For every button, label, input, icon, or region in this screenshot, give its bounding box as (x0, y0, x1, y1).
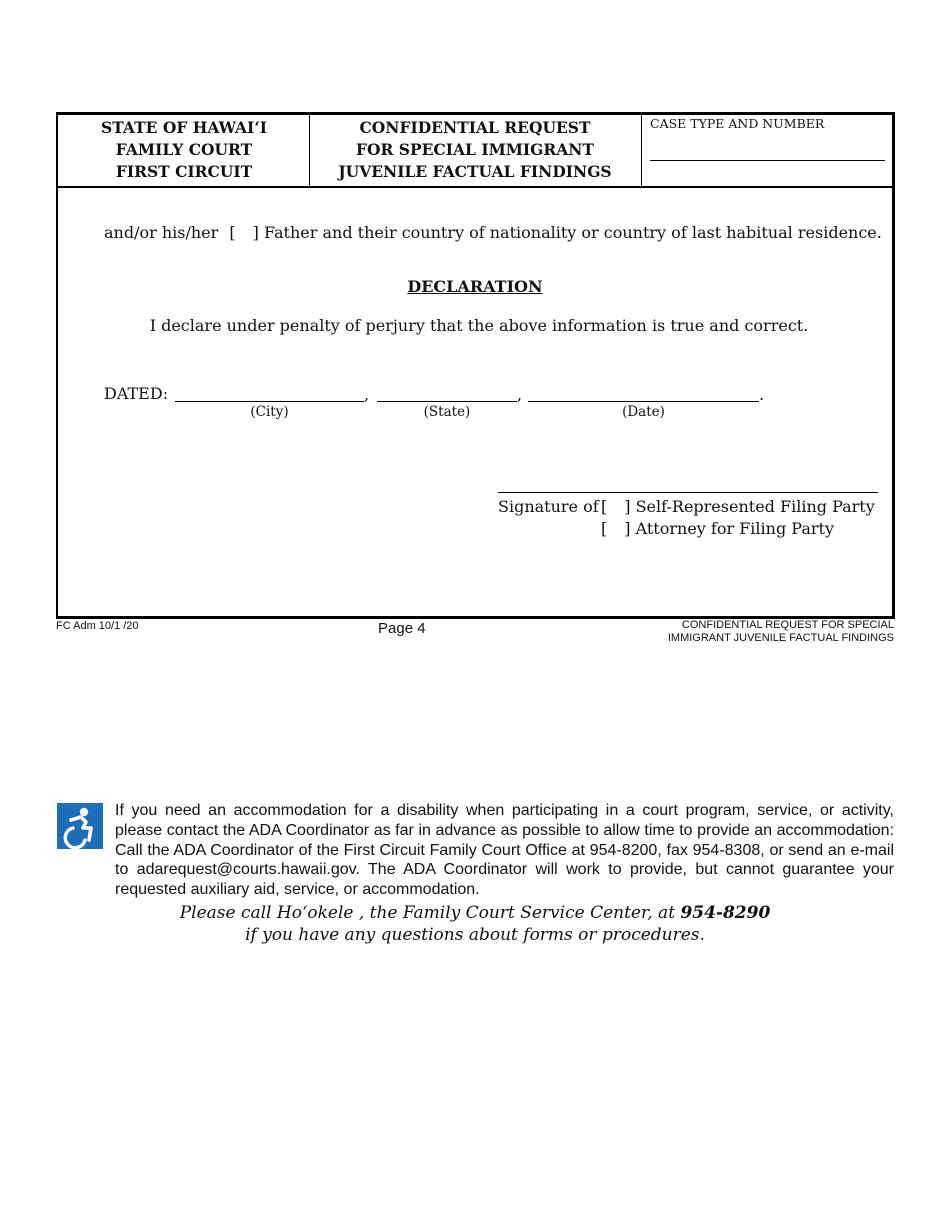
form-title-line: FOR SPECIAL IMMIGRANT (355, 140, 595, 159)
form-title-line: CONFIDENTIAL REQUEST (359, 118, 591, 137)
dated-period: . (759, 385, 765, 404)
form-id: FC Adm 10/1 /20 (56, 620, 139, 632)
service-center-line (0, 903, 950, 923)
accessibility-icon (57, 803, 103, 849)
state-field[interactable] (377, 401, 517, 402)
attorney-label: Attorney for Filing Party (635, 519, 834, 538)
footer-title-line: CONFIDENTIAL REQUEST FOR SPECIAL (681, 619, 894, 631)
form-title-line: JUVENILE FACTUAL FINDINGS (338, 162, 612, 181)
father-checkbox[interactable]: [ ] (229, 223, 259, 242)
attorney-checkbox[interactable]: [ ] (601, 519, 631, 538)
header-divider (641, 112, 642, 188)
service-center-phone: 954-8290 (680, 903, 771, 923)
dated-label: DATED: (104, 384, 169, 403)
service-center-text: Please call Ho‘okele , the Family Court Service Center, at (179, 903, 681, 923)
dated-comma: , (364, 385, 370, 404)
date-field[interactable] (528, 401, 759, 402)
page-number: Page 4 (378, 620, 426, 637)
court-circuit: FIRST CIRCUIT (115, 162, 253, 181)
footer-title-line: IMMIGRANT JUVENILE FACTUAL FINDINGS (667, 632, 894, 644)
city-field[interactable] (175, 401, 364, 402)
signature-label: Signature of (498, 497, 599, 516)
father-line (104, 223, 882, 242)
self-represented-checkbox[interactable]: [ ] (601, 497, 631, 516)
self-represented-label: Self-Represented Filing Party (635, 497, 875, 516)
ada-notice: If you need an accommodation for a disability when participating in a court program, service, or activity, please contact the ADA Coordinator as far in advance as possible to allow time to provide an accommodation: Call the ADA Coordinator of the First Circuit Family Court Office at 954-8200, fax 954-8308, or send an e-mail to adarequest@courts.hawaii.gov. The ADA Coordinator will work to provide, but cannot guarantee your requested auxiliary aid, service, or accommodation. (115, 802, 894, 899)
father-prefix: and/or his/her (104, 223, 219, 242)
date-label: (Date) (622, 404, 665, 420)
self-represented-option[interactable] (601, 497, 875, 516)
state-label: (State) (423, 404, 471, 420)
header-divider (309, 112, 310, 188)
court-name: FAMILY COURT (115, 140, 253, 159)
signature-field[interactable] (498, 492, 878, 493)
service-center-note: if you have any questions about forms or procedures. (245, 925, 705, 945)
form-frame (56, 112, 895, 619)
father-text: Father and their country of nationality or country of last habitual residence. (263, 223, 882, 242)
attorney-option[interactable] (601, 519, 834, 538)
case-number-field[interactable] (650, 160, 885, 161)
court-state: STATE OF HAWAI‘I (101, 118, 267, 137)
dated-comma: , (517, 385, 523, 404)
case-type-label: CASE TYPE AND NUMBER (650, 116, 825, 131)
city-label: (City) (250, 404, 289, 420)
declaration-title: DECLARATION (407, 277, 543, 296)
footer-title (620, 619, 894, 645)
form-title (311, 117, 639, 183)
court-heading (60, 117, 308, 183)
declaration-text: I declare under penalty of perjury that the above information is true and correct. (149, 316, 809, 335)
